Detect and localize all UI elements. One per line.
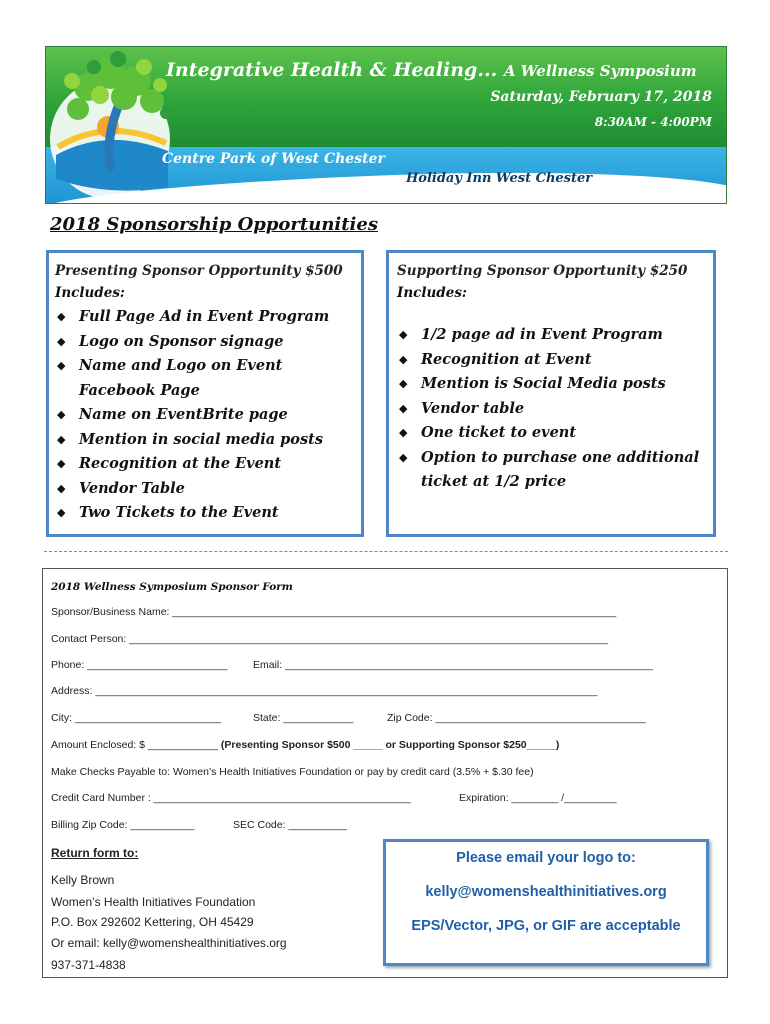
- diamond-bullet-icon: ◆: [399, 377, 408, 390]
- diamond-bullet-icon: ◆: [57, 359, 66, 372]
- banner-date: Saturday, February 17, 2018: [490, 89, 712, 105]
- banner-title-main: Integrative Health & Healing...: [166, 59, 498, 81]
- zip-field[interactable]: Zip Code: ____________________________________: [387, 712, 646, 724]
- presenting-item: [55, 477, 355, 502]
- presenting-item-label: Recognition at the Event: [79, 455, 282, 472]
- banner-title: [166, 59, 714, 81]
- city-field[interactable]: City: _________________________: [51, 712, 221, 724]
- presenting-item: [55, 330, 355, 355]
- phone-field[interactable]: Phone: ________________________: [51, 659, 228, 671]
- sponsor-name-field[interactable]: Sponsor/Business Name: ____________________________________________________________________________: [51, 606, 617, 618]
- presenting-includes-label: Includes:: [55, 285, 125, 301]
- amount-enclosed-row[interactable]: [51, 739, 559, 751]
- return-organization: Women’s Health Initiatives Foundation: [51, 895, 256, 909]
- presenting-item-label: Name and Logo on Event Facebook Page: [79, 357, 283, 399]
- presenting-item-label: Mention in social media posts: [79, 430, 324, 448]
- diamond-bullet-icon: ◆: [57, 432, 66, 446]
- presenting-item: [55, 354, 355, 403]
- presenting-item: [55, 428, 355, 453]
- billing-row: [51, 819, 721, 833]
- supporting-item-label: Mention is Social Media posts: [421, 375, 666, 392]
- presenting-item: [55, 403, 355, 428]
- logo-box-formats: EPS/Vector, JPG, or GIF are acceptable: [411, 918, 681, 934]
- form-title: 2018 Wellness Symposium Sponsor Form: [51, 581, 293, 593]
- diamond-bullet-icon: ◆: [57, 310, 66, 323]
- credit-card-row: [51, 792, 721, 806]
- cut-line-divider: [44, 551, 728, 552]
- diamond-bullet-icon: ◆: [57, 506, 66, 519]
- diamond-bullet-icon: ◆: [57, 481, 66, 495]
- supporting-item: [397, 397, 707, 422]
- presenting-item-label: Vendor Table: [79, 479, 185, 497]
- return-address: P.O. Box 292602 Kettering, OH 45429: [51, 915, 254, 929]
- return-phone: 937-371-4838: [51, 958, 126, 972]
- presenting-item: [55, 501, 355, 526]
- supporting-sponsor-box: [386, 250, 716, 537]
- return-email[interactable]: Or email: kelly@womenshealthinitiatives.org: [51, 936, 287, 950]
- banner-title-sub: A Wellness Symposium: [503, 62, 697, 80]
- diamond-bullet-icon: ◆: [57, 457, 66, 470]
- phone-email-row: [51, 659, 721, 673]
- banner-time: 8:30AM - 4:00PM: [594, 115, 712, 129]
- presenting-item-label: Two Tickets to the Event: [79, 504, 279, 521]
- state-field[interactable]: State: ____________: [253, 712, 354, 724]
- diamond-bullet-icon: ◆: [399, 328, 408, 341]
- checks-payable-note: Make Checks Payable to: Women’s Health Initiatives Foundation or pay by credit card (3.5% + $.30 fee): [51, 766, 534, 778]
- supporting-item-label: One ticket to event: [421, 424, 577, 441]
- event-banner: [45, 46, 727, 204]
- supporting-item: [397, 372, 707, 397]
- amount-enclosed-field[interactable]: Amount Enclosed: $ ____________: [51, 739, 221, 751]
- sec-code-field[interactable]: SEC Code: __________: [233, 819, 347, 831]
- presenting-benefits-list: [55, 305, 355, 526]
- sponsorship-heading: 2018 Sponsorship Opportunities: [50, 214, 378, 235]
- supporting-item-label: 1/2 page ad in Event Program: [421, 326, 663, 343]
- logo-box-email[interactable]: kelly@womenshealthinitiatives.org: [425, 884, 667, 900]
- diamond-bullet-icon: ◆: [57, 408, 66, 421]
- sponsor-form: [42, 568, 728, 978]
- city-state-zip-row: [51, 712, 721, 726]
- email-field[interactable]: Email: _______________________________________________________________: [253, 659, 653, 671]
- address-field[interactable]: Address: ______________________________________________________________________________________: [51, 685, 598, 697]
- supporting-includes-label: Includes:: [397, 285, 467, 301]
- presenting-item-label: Full Page Ad in Event Program: [79, 308, 330, 325]
- contact-person-field[interactable]: Contact Person: __________________________________________________________________________________: [51, 633, 609, 645]
- diamond-bullet-icon: ◆: [399, 352, 408, 366]
- supporting-item-label: Recognition at Event: [421, 350, 592, 368]
- email-logo-box: [383, 839, 709, 966]
- supporting-sponsor-title: Supporting Sponsor Opportunity $250: [397, 263, 688, 279]
- presenting-item-label: Logo on Sponsor signage: [79, 332, 284, 350]
- supporting-item-label: Option to purchase one additional ticket at 1/2 price: [421, 448, 700, 490]
- diamond-bullet-icon: ◆: [399, 401, 408, 415]
- return-form-heading: Return form to:: [51, 846, 139, 860]
- diamond-bullet-icon: ◆: [399, 426, 408, 439]
- presenting-item-label: Name on EventBrite page: [79, 406, 288, 423]
- presenting-item: [55, 452, 355, 477]
- supporting-item-label: Vendor table: [421, 399, 525, 417]
- amount-options[interactable]: (Presenting Sponsor $500 _____ or Supporting Sponsor $250_____): [220, 739, 560, 751]
- expiration-field[interactable]: Expiration: ________ /_________: [459, 792, 617, 804]
- supporting-item: [397, 421, 707, 446]
- supporting-item: [397, 446, 707, 495]
- return-name: Kelly Brown: [51, 873, 115, 887]
- supporting-benefits-list: [397, 323, 707, 495]
- banner-venue-right: Holiday Inn West Chester: [406, 171, 593, 186]
- supporting-item: [397, 348, 707, 373]
- diamond-bullet-icon: ◆: [57, 334, 66, 348]
- presenting-item: [55, 305, 355, 330]
- credit-card-field[interactable]: Credit Card Number : ____________________________________________: [51, 792, 411, 804]
- banner-venue-left: Centre Park of West Chester: [162, 151, 385, 167]
- supporting-item: [397, 323, 707, 348]
- billing-zip-field[interactable]: Billing Zip Code: ___________: [51, 819, 195, 831]
- logo-box-line1: Please email your logo to:: [456, 850, 636, 866]
- diamond-bullet-icon: ◆: [399, 450, 408, 464]
- presenting-sponsor-box: [46, 250, 364, 537]
- presenting-sponsor-title: Presenting Sponsor Opportunity $500: [55, 263, 343, 279]
